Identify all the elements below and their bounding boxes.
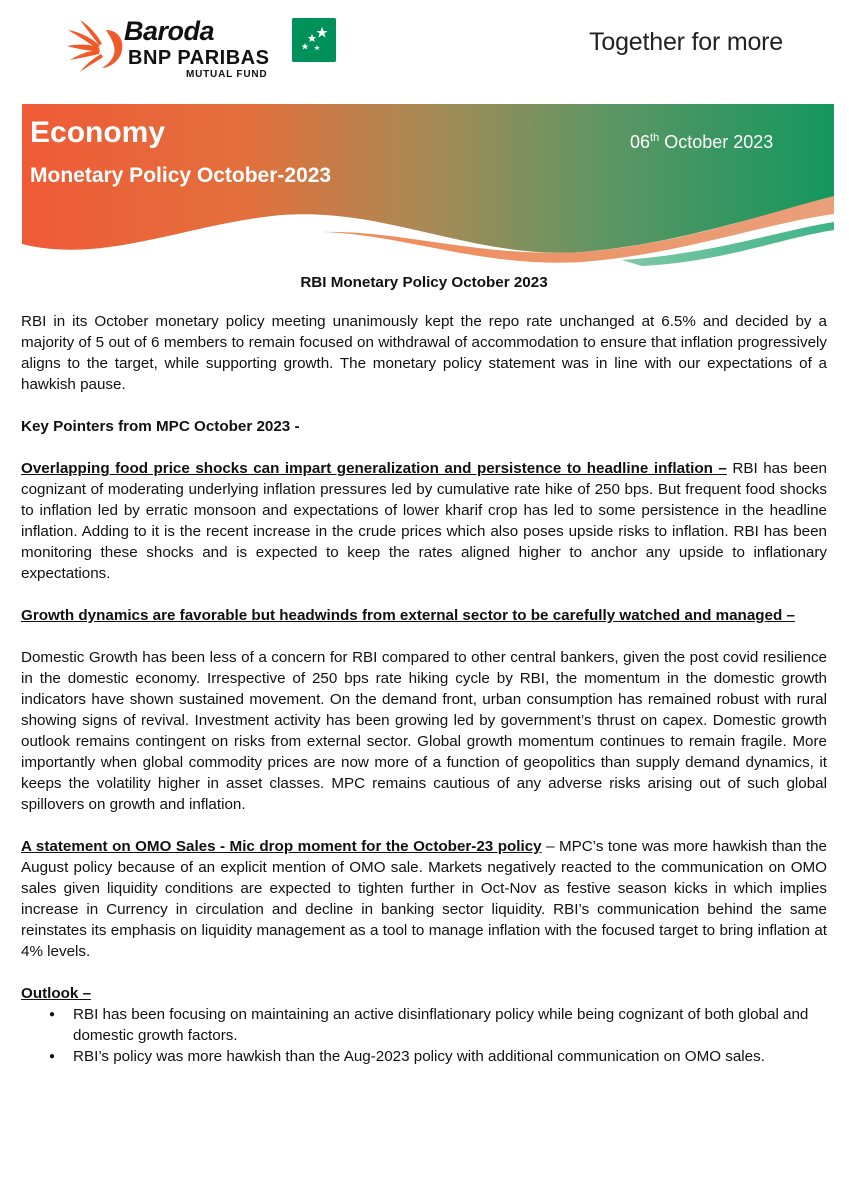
section-growth-heading: Growth dynamics are favorable but headwinds from external sector to be carefully watched and managed – [21, 607, 795, 624]
hero-banner [22, 104, 834, 272]
section-omo-body: – MPC’s tone was more hawkish than the August policy because of an explicit mention of OMO sale. Markets negatively reacted to the communication on OMO sales given liquidity conditions are expected to tighten further in Oct-Nov as festive season kicks in which implies increase in Currency in circulation and decline in banking sector liquidity. RBI’s communication behind the same reinstates its emphasis on liquidity management as a tool to manage inflation with the focused target to bring inflation at 4% levels. [21, 838, 828, 960]
outlook-heading: Outlook – [21, 985, 92, 1002]
banner-subtitle: Monetary Policy October-2023 [30, 164, 332, 187]
section-inflation-heading: Overlapping food price shocks can impart generalization and persistence to headline inflation – [21, 460, 727, 477]
section-omo [21, 836, 827, 962]
tagline: Together for more [589, 28, 783, 56]
banner-date: 06th October 2023 [630, 132, 774, 152]
outlook-list [21, 1004, 827, 1067]
section-growth-body: Domestic Growth has been less of a concern for RBI compared to other central bankers, given the post covid resilience in the domestic economy. Irrespective of 250 bps rate hiking cycle by RBI, the momentum in the domestic growth indicators have shown sustained movement. On the demand front, urban consumption has remained robust with rural showing signs of revival. Investment activity has been growing led by government’s thrust on capex. Domestic growth outlook remains contingent on risks from external sector. Global growth momentum continues to remain fragile. More importantly when global commodity prices are now more of a function of geopolitics than supply demand dynamics, it keeps the volatility higher in asset classes. MPC remains cautious of any adverse risks arising out of such global spillovers on growth and inflation. [21, 649, 827, 813]
baroda-sun-logo-icon [66, 18, 126, 74]
document-body [21, 272, 827, 1067]
brand-name-bnp: BNP PARIBAS [128, 47, 270, 69]
list-item: ● RBI has been focusing on maintaining an active disinflationary policy while being cognizant of both global and domestic growth factors. [73, 1004, 827, 1046]
section-inflation-body: RBI has been cognizant of moderating underlying inflation pressures led by cumulative rate hike of 250 bps. But frequent food shocks to inflation led by erratic monsoon and expectations of lower kharif crop has led to some persistence in the headline inflation. Adding to it is the recent increase in the crude prices which also poses upside risks to inflation. RBI has been monitoring these shocks and is expected to keep the rates aligned higher to anchor any upside to inflationary expectations. [21, 460, 828, 582]
brand-name-baroda: Baroda [124, 16, 215, 46]
brand-name-mutual-fund: MUTUAL FUND [186, 69, 268, 80]
list-item: ● RBI’s policy was more hawkish than the Aug-2023 policy with additional communication on OMO sales. [73, 1046, 827, 1067]
brand-logo [66, 14, 356, 84]
document-title: RBI Monetary Policy October 2023 [300, 274, 548, 291]
banner-title: Economy [30, 116, 166, 149]
key-pointers-heading: Key Pointers from MPC October 2023 - [21, 418, 300, 435]
section-omo-heading: A statement on OMO Sales - Mic drop moment for the October-23 policy [21, 838, 542, 855]
intro-paragraph: RBI in its October monetary policy meeting unanimously kept the repo rate unchanged at 6.5% and decided by a majority of 5 out of 6 members to remain focused on withdrawal of accommodation to ensure that inflation progressively aligns to the target, while supporting growth. The monetary policy statement was in line with our expectations of a hawkish pause. [21, 313, 827, 393]
section-inflation [21, 458, 827, 584]
bnp-stars-logo-icon [292, 18, 336, 62]
